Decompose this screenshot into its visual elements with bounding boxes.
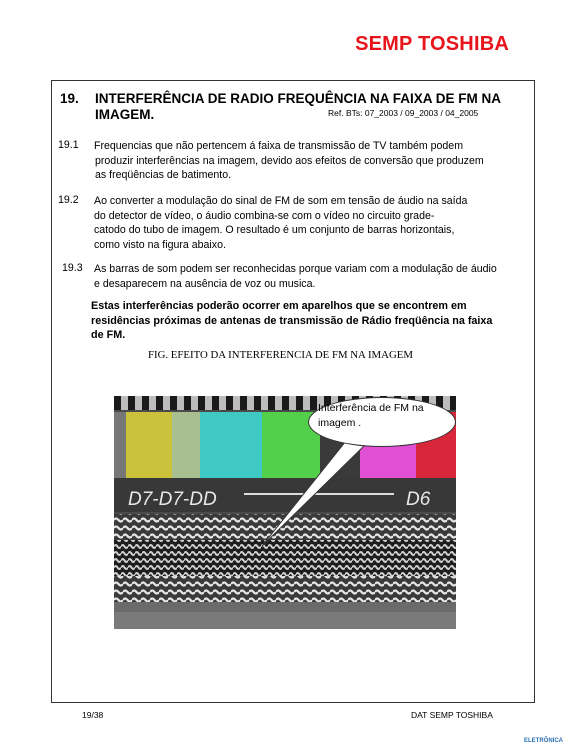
speech-bubble-text [318,401,448,431]
paragraph-line: e desaparecem na ausência de voz ou musica. [94,277,316,290]
warning-line: Estas interferências poderão ocorrer em aparelhos que se encontrem em [91,300,467,312]
paragraph-number: 19.1 [58,139,79,151]
paragraph-line: do detector de vídeo, o áudio combina-se com o vídeo no circuito grade- [94,209,435,222]
warning-line: residências próximas de antenas de transmissão de Rádio freqüência na faixa [91,314,493,327]
paragraph-line: As barras de som podem ser reconhecidas porque variam com a modulação de áudio [94,263,497,275]
footer-doc-name: DAT SEMP TOSHIBA [411,710,493,720]
section-ref: Ref. BTs: 07_2003 / 09_2003 / 04_2005 [328,108,479,118]
paragraph-number: 19.3 [62,262,83,274]
photo-band-text-right: D6 [406,489,431,510]
paragraph-19-1 [94,139,484,183]
page-number: 19/38 [82,710,104,720]
figure-caption: FIG. EFEITO DA INTERFERENCIA DE FM NA IMAGEM [148,349,413,361]
warning-note [91,299,492,343]
bubble-line: imagem . [318,417,362,429]
photo-band-text: D7-D7-DD [128,489,217,510]
section-number: 19. [60,91,79,106]
warning-line: de FM. [91,329,126,341]
paragraph-line: Frequencias que não pertencem á faixa de transmissão de TV também podem [94,140,464,152]
watermark-logo: ELETRÔNICA [524,738,563,744]
paragraph-line: produzir interferências na imagem, devido aos efeitos de conversão que produzem [95,154,484,167]
section-title: INTERFERÊNCIA DE RADIO FREQUÊNCIA NA FAIXA DE FM NA IMAGEM. [95,91,501,122]
paragraph-19-2 [94,194,467,252]
paragraph-line: como visto na figura abaixo. [94,238,226,251]
brand-logo-text: SEMP TOSHIBA [355,33,509,55]
paragraph-number: 19.2 [58,194,79,206]
paragraph-line: Ao converter a modulação do sinal de FM de som em tensão de áudio na saída [94,195,468,207]
paragraph-19-3 [94,262,497,291]
bubble-line: Interferência de FM na [318,402,424,414]
paragraph-line: catodo do tubo de imagem. O resultado é um conjunto de barras horizontais, [94,224,455,236]
paragraph-line: as freqüências de batimento. [95,169,232,181]
